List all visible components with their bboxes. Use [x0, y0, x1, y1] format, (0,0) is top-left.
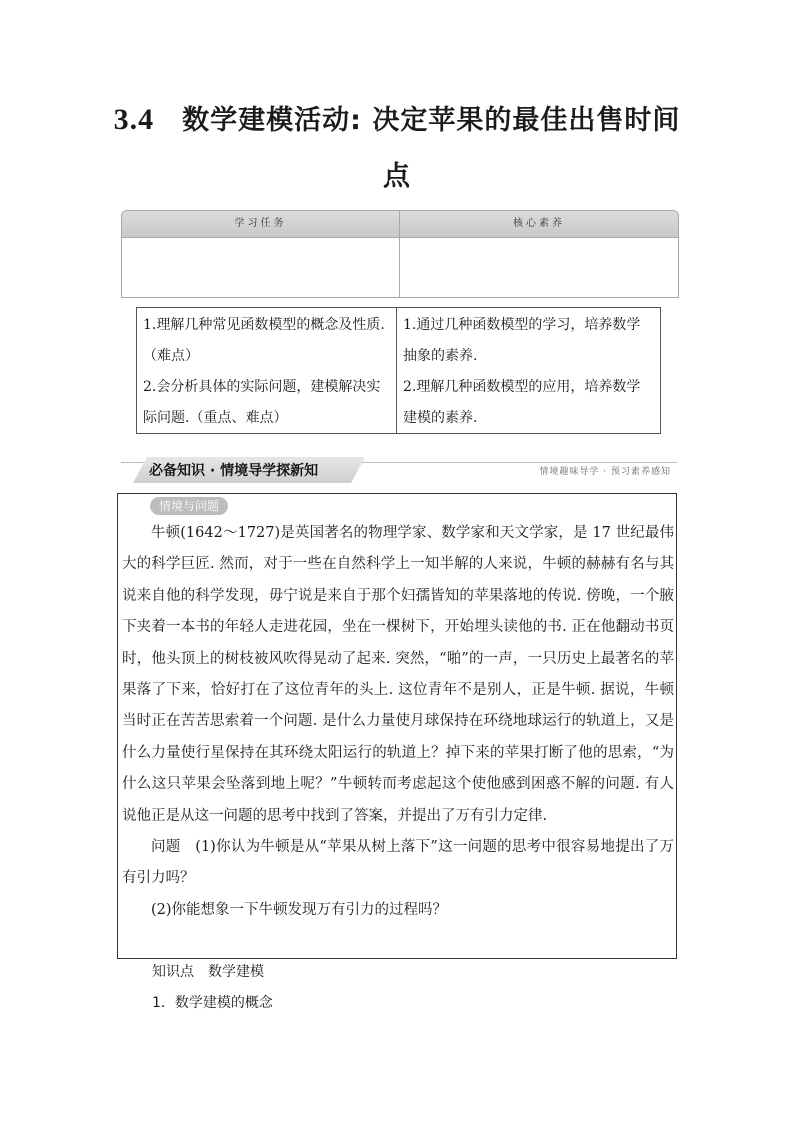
- section-number: 3.4: [113, 103, 155, 136]
- literacy-item: 2.理解几种函数模型的应用，培养数学建模的素养.: [403, 379, 641, 426]
- objectives-header-table: [121, 210, 679, 298]
- core-literacy-cell: [397, 308, 660, 433]
- question-2: (2)你能想象一下牛顿发现万有引力的过程吗？: [151, 901, 448, 918]
- column-divider: [399, 211, 400, 297]
- task-item: 2.会分析具体的实际问题，建模解决实际问题.（重点、难点）: [143, 379, 381, 426]
- question-1: 问题 (1)你认为牛顿是从“苹果从树上落下”这一问题的思考中很容易地提出了万有引力吗？: [122, 839, 674, 887]
- header-learning-tasks: 学习任务: [234, 218, 287, 229]
- section-side-text: 情境趣味导学 · 预习素养感知: [539, 467, 671, 477]
- knowledge-item-1: 1．数学建模的概念: [152, 995, 273, 1011]
- literacy-item: 1.通过几种函数模型的学习，培养数学抽象的素养.: [403, 317, 641, 364]
- objectives-content-table: [136, 307, 661, 434]
- header-core-literacy: 核心素养: [513, 218, 565, 229]
- scenario-badge: 情境与问题: [150, 497, 228, 515]
- section-title: 必备知识 · 情境导学探新知: [149, 463, 319, 479]
- scenario-box: [117, 493, 677, 959]
- section-header-bar: [121, 457, 677, 487]
- knowledge-heading: 知识点 数学建模: [152, 964, 264, 980]
- learning-tasks-cell: [137, 308, 397, 433]
- story-paragraph: 牛顿(1642～1727)是英国著名的物理学家、数学家和天文学家，是 17 世纪最伟大的科学巨匠. 然而，对于一些在自然科学上一知半解的人来说，牛顿的赫赫有名与其说来自他的科学发现，毋宁说是来自于那个妇孺皆知的苹果落地的传说. 傍晚，一个腋下夹着一本书的年轻人走进花园，坐在一棵树下，开始埋头读他的书. 正在他翻动书页时，他头顶上的树枝被风吹得晃动了起来. 突然，“啪”的一声，一只历史上最著名的苹果落了下来，恰好打在了这位青年的头上. 这位青年不是别人，正是牛顿. 据说，牛顿当时正在苦苦思索着一个问题. 是什么力量使月球保持在环绕地球运行的轨道上，又是什么力量使行星保持在其环绕太阳运行的轨道上？掉下来的苹果打断了他的思索，“为什么这只苹果会坠落到地上呢？”牛顿转而考虑起这个使他感到困惑不解的问题. 有人说他正是从这一问题的思考中找到了答案，并提出了万有引力定律.: [122, 525, 674, 824]
- page-title: [110, 92, 684, 205]
- scenario-text: [122, 518, 674, 926]
- task-item: 1.理解几种常见函数模型的概念及性质.（难点）: [143, 317, 385, 364]
- title-text: 数学建模活动: 决定苹果的最佳出售时间点: [182, 105, 681, 192]
